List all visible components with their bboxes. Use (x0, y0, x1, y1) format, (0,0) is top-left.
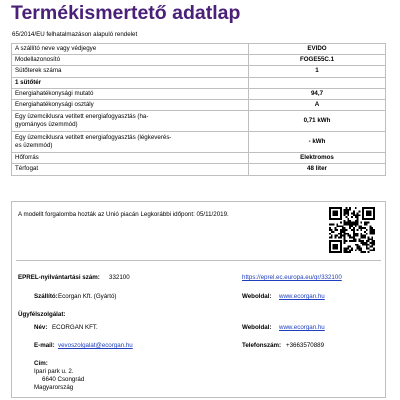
spec-label: Egy üzemciklusra vetített energiafogyasztás (ha- gyományos üzemmód) (12, 111, 249, 132)
spec-label: 1 sütőtér (12, 77, 249, 88)
phone-label: Telefonszám: (242, 342, 282, 349)
spec-label: Térfogat (12, 164, 249, 175)
spec-value: A (249, 99, 386, 110)
eprel-link[interactable]: https://eprel.ec.europa.eu/qr/332100 (242, 274, 342, 281)
spec-value: - kWh (249, 132, 386, 153)
spec-label: Sütőterek száma (12, 66, 249, 77)
supplier-value: Ecorgan Kft. (Gyártó) (58, 293, 117, 300)
spec-value: 48 liter (249, 164, 386, 175)
spec-row (12, 88, 386, 99)
service-website-link[interactable]: www.ecorgan.hu (279, 324, 325, 331)
spec-row (12, 66, 386, 77)
eprel-label: EPREL-nyilvántartási szám: (18, 274, 100, 281)
service-heading: Ügyfélszolgálat: (18, 311, 66, 318)
spec-label: A szállító neve vagy védjegye (12, 44, 249, 55)
spec-value: 1 (249, 66, 386, 77)
spec-row (12, 77, 386, 88)
spec-value: EVIDO (249, 44, 386, 55)
website-label: Weboldal: (242, 293, 272, 300)
address-line-2: 6640 Csongrád (42, 376, 85, 383)
spec-label: Modellazonosító (12, 55, 249, 66)
spec-value: 0,71 kWh (249, 111, 386, 132)
spec-row (12, 44, 386, 55)
spec-row (12, 111, 386, 132)
spec-label: Egy üzemciklusra vetített energiafogyasztás (légkeverés- es üzemmód) (12, 132, 249, 153)
spec-row (12, 164, 386, 175)
spec-row (12, 99, 386, 110)
address-line-3: Magyarország (34, 384, 74, 391)
supplier-label: Szállító: (34, 293, 58, 300)
spec-row (12, 153, 386, 164)
info-box (11, 201, 386, 398)
website-link[interactable]: www.ecorgan.hu (279, 293, 325, 300)
service-website-label: Weboldal: (242, 324, 272, 331)
spec-value: Elektromos (249, 153, 386, 164)
divider (16, 260, 381, 261)
qr-code[interactable] (329, 207, 375, 253)
phone-value: +3663570889 (286, 342, 325, 349)
spec-label: Energiahatékonysági osztály (12, 99, 249, 110)
address-label: Cím: (34, 360, 48, 367)
address-line-1: Ipari park u. 2. (34, 368, 74, 375)
page-title: Termékismertető adatlap (11, 2, 241, 24)
spec-value (249, 77, 386, 88)
spec-row (12, 55, 386, 66)
regulation-subtitle: 65/2014/EU felhatalmazáson alapuló rendelet (12, 31, 138, 38)
spec-table (11, 43, 386, 176)
eprel-number: 332100 (109, 274, 130, 281)
name-value: ECORGAN KFT. (52, 324, 98, 331)
email-link[interactable]: vevoszolgalat@ecorgan.hu (58, 342, 133, 349)
email-label: E-mail: (34, 342, 55, 349)
market-date-text: A modellt forgalomba hozták az Unió piacán Legkorábbi időpont: 05/11/2019. (18, 211, 229, 218)
spec-label: Energiahatékonysági mutató (12, 88, 249, 99)
spec-label: Hőforrás (12, 153, 249, 164)
spec-value: FOGE55C.1 (249, 55, 386, 66)
spec-value: 94,7 (249, 88, 386, 99)
name-label: Név: (34, 324, 48, 331)
spec-row (12, 132, 386, 153)
